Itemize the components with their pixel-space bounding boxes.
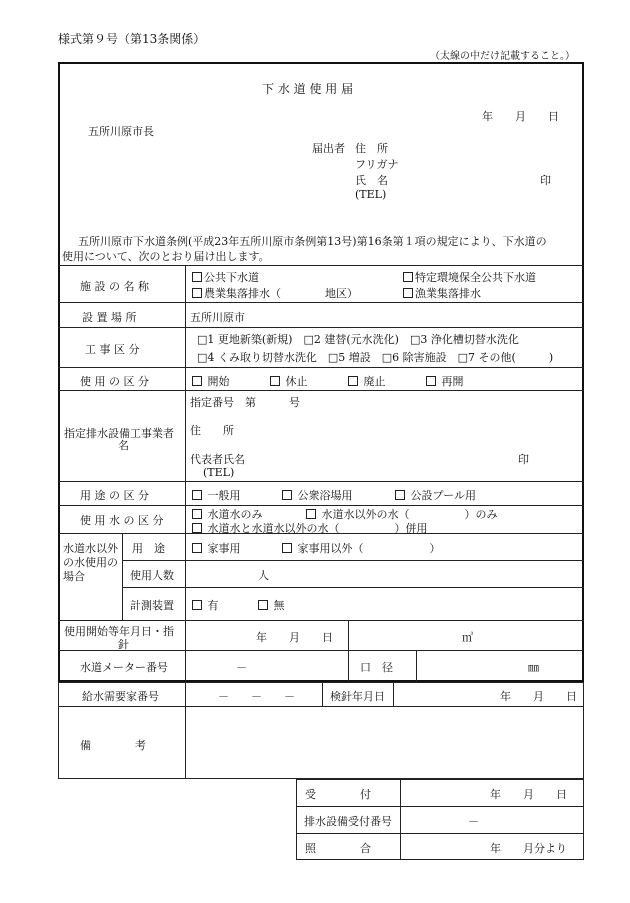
purpose-option-bath[interactable]: 公衆浴場用 [282,487,353,503]
facility-option-special-env[interactable]: 特定環境保全公共下水道 [403,269,536,285]
applicant-name-label: 氏 名 [355,174,388,187]
usage-option-start[interactable]: 開始 [192,373,230,389]
applicant-seal: 印 [540,174,551,187]
meter-bore-label: 口 径 [360,661,393,674]
remarks-field[interactable] [190,712,578,772]
remarks-label: 備 考 [80,739,146,752]
start-date-value[interactable]: 年 月 日 [256,631,333,644]
customer-number-value[interactable]: － － － [218,690,295,703]
purpose-label: 用 途 の 区 分 [80,489,149,502]
usage-category-label: 使 用 の 区 分 [80,375,149,388]
checkbox-icon[interactable] [192,376,202,386]
drainage-receipt-number-label: 排水設備受付番号 [304,815,392,828]
meter-number-label: 水道メーター番号 [80,661,168,674]
non-tap-group-label-2: の水使用の [63,556,118,569]
form-title: 下 水 道 使 用 届 [262,82,354,96]
water-option-other-only[interactable]: 水道水以外の水（ ）のみ [306,506,498,522]
checkbox-icon[interactable] [192,523,202,533]
non-tap-use-other[interactable]: 家事用以外（ ） [282,540,441,556]
people-count-label: 使用人数 [130,569,174,582]
customer-number-label: 給水需要家番号 [82,690,159,703]
checkbox-icon[interactable] [192,272,202,282]
applicant-address-label: 住 所 [355,142,388,155]
non-tap-use-household[interactable]: 家事用 [192,540,241,556]
applicant-furigana-label: フリガナ [355,158,399,171]
usage-option-suspend[interactable]: 休止 [270,373,308,389]
meter-number-value[interactable]: － [236,661,247,674]
facility-option-agri[interactable]: 農業集落排水（ 地区） [192,285,358,301]
meter-device-no[interactable]: 無 [258,597,285,613]
purpose-option-general[interactable]: 一般用 [192,487,241,503]
water-option-tap-only[interactable]: 水道水のみ [192,506,263,522]
meter-device-label: 計測装置 [130,599,174,612]
non-tap-group-label-3: 場合 [63,570,85,583]
checkbox-icon[interactable] [282,490,292,500]
checkbox-icon[interactable] [192,490,202,500]
meter-bore-unit: ㎜ [528,661,539,674]
facility-name-label: 施 設 の 名 称 [80,280,149,293]
usage-option-resume[interactable]: 再開 [426,373,464,389]
submission-date: 年 月 日 [482,110,559,123]
inspection-date-label: 検針年月日 [330,690,385,703]
applicant-label: 届出者 [312,142,345,155]
facility-option-public-sewer[interactable]: 公共下水道 [192,269,259,285]
checkbox-icon[interactable] [270,376,280,386]
received-label: 受 付 [305,788,371,801]
contractor-designation[interactable]: 指定番号 第 号 [190,396,300,409]
received-date[interactable]: 年 月 日 [490,788,567,801]
non-tap-use-label: 用 途 [132,542,165,555]
notice-body-line1: 五所川原市下水道条例(平成23年五所川原市条例第13号)第16条第１項の規定により、下水道の [78,235,547,248]
drainage-receipt-number-value[interactable]: － [468,815,479,828]
water-option-combined[interactable]: 水道水と水道水以外の水（ ）併用 [192,520,428,536]
contractor-label-cont: 名 [118,439,129,452]
checkbox-icon[interactable] [403,288,413,298]
checkbox-icon[interactable] [192,288,202,298]
checkbox-icon[interactable] [395,490,405,500]
addressee: 五所川原市長 [88,125,154,138]
checkbox-icon[interactable] [282,543,292,553]
notice-body-line2: 使用について、次のとおり届け出します。 [62,250,270,263]
start-reading-unit: ㎥ [462,631,473,644]
collation-label: 照 合 [305,842,371,855]
inspection-date-value[interactable]: 年 月 日 [500,690,577,703]
work-category-line1[interactable]: □1 更地新築(新規) □2 建替(元水洗化) □3 浄化槽切替水洗化 [197,333,519,346]
collation-value[interactable]: 年 月分より [490,842,567,855]
contractor-label: 指定排水設備工事業者 [64,427,174,440]
checkbox-icon[interactable] [348,376,358,386]
contractor-address[interactable]: 住 所 [190,424,234,437]
location-value[interactable]: 五所川原市 [190,311,245,324]
location-label: 設 置 場 所 [82,311,137,324]
checkbox-icon[interactable] [426,376,436,386]
facility-option-fishery[interactable]: 漁業集落排水 [403,285,481,301]
checkbox-icon[interactable] [403,272,413,282]
checkbox-icon[interactable] [192,543,202,553]
applicant-tel-label: (TEL) [355,188,387,201]
checkbox-icon[interactable] [192,600,202,610]
usage-option-abolish[interactable]: 廃止 [348,373,386,389]
contractor-rep-name[interactable]: 代表者氏名 [190,453,245,466]
start-date-label: 使用開始等年月日・指 [64,625,174,638]
work-category-label: 工 事 区 分 [85,343,140,356]
purpose-option-pool[interactable]: 公設プール用 [395,487,476,503]
people-count-unit: 人 [258,569,269,582]
form-note: （太線の中だけ記載すること。） [430,51,575,62]
non-tap-group-label-1: 水道水以外 [63,542,118,555]
meter-device-yes[interactable]: 有 [192,597,219,613]
form-number: 様式第９号（第13条関係） [58,32,206,46]
contractor-seal: 印 [518,453,529,466]
checkbox-icon[interactable] [306,509,316,519]
water-type-label: 使 用 水 の 区 分 [80,514,164,527]
work-category-line2[interactable]: □4 くみ取り切替水洗化 □5 増設 □6 除害施設 □7 その他( ) [197,351,554,364]
checkbox-icon[interactable] [258,600,268,610]
start-date-label-cont: 針 [118,638,129,651]
contractor-tel[interactable]: (TEL) [203,466,235,479]
checkbox-icon[interactable] [192,509,202,519]
